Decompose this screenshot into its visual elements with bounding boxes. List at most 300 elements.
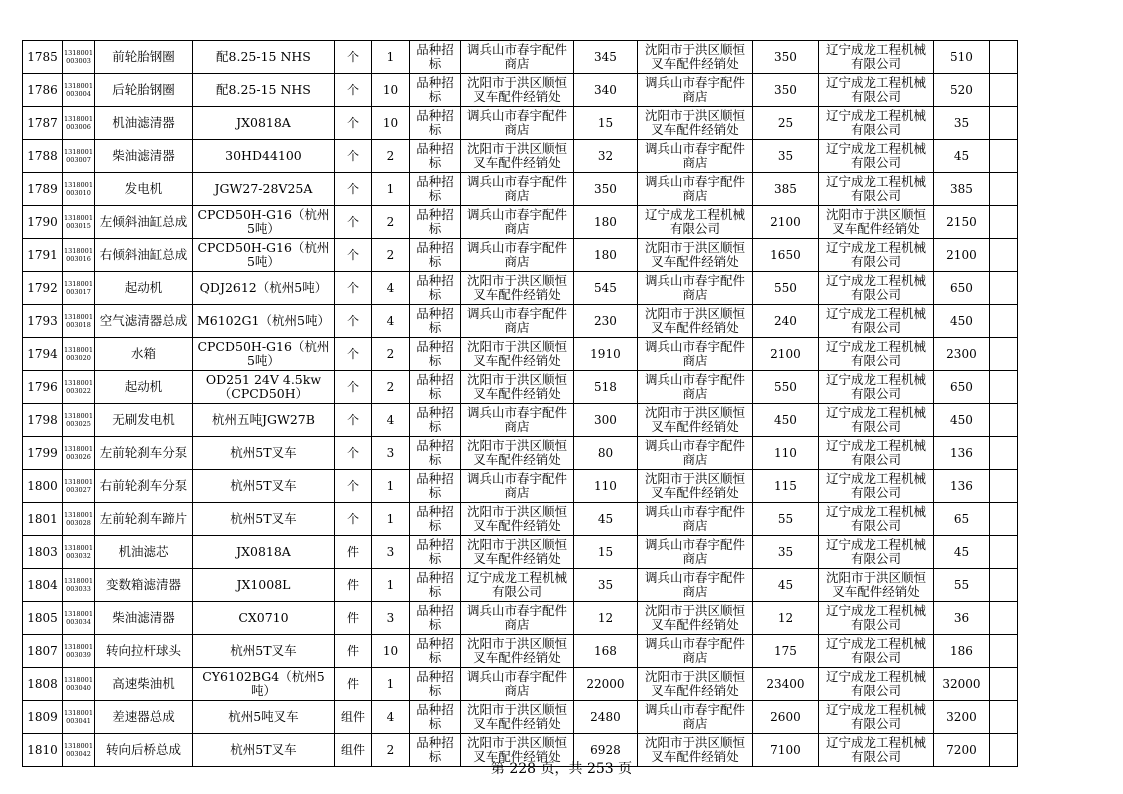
unit-cell: 组件 (334, 701, 371, 734)
part-name-cell: 无刷发电机 (94, 404, 192, 437)
part-name-cell: 水箱 (94, 338, 192, 371)
supplier-3-cell: 辽宁成龙工程机械有限公司 (818, 635, 933, 668)
unit-cell: 个 (334, 140, 371, 173)
supplier-2-cell: 沈阳市于洪区顺恒叉车配件经销处 (637, 107, 752, 140)
price-1-cell: 180 (573, 239, 637, 272)
specification-cell: JX1008L (192, 569, 334, 602)
table-row (23, 437, 1018, 470)
price-3-cell: 650 (933, 371, 989, 404)
supplier-1-cell: 调兵山市春宇配件商店 (460, 470, 573, 503)
specification-cell: 杭州5T叉车 (192, 503, 334, 536)
price-3-cell: 450 (933, 305, 989, 338)
price-2-cell: 110 (752, 437, 818, 470)
page-footer: 第 228 页，共 253 页 (490, 761, 633, 777)
unit-cell: 个 (334, 371, 371, 404)
remark-cell (989, 74, 1017, 107)
remark-cell (989, 602, 1017, 635)
specification-cell: CY6102BG4（杭州5吨） (192, 668, 334, 701)
quantity-cell: 10 (371, 107, 409, 140)
specification-cell: CPCD50H-G16（杭州5吨） (192, 206, 334, 239)
unit-cell: 个 (334, 74, 371, 107)
supplier-3-cell: 辽宁成龙工程机械有限公司 (818, 536, 933, 569)
part-name-cell: 转向拉杆球头 (94, 635, 192, 668)
supplier-3-cell: 辽宁成龙工程机械有限公司 (818, 140, 933, 173)
supplier-1-cell: 沈阳市于洪区顺恒叉车配件经销处 (460, 635, 573, 668)
supplier-2-cell: 辽宁成龙工程机械有限公司 (637, 206, 752, 239)
price-3-cell: 7200 (933, 734, 989, 767)
quantity-cell: 10 (371, 635, 409, 668)
table-body (23, 41, 1018, 767)
supplier-1-cell: 调兵山市春宇配件商店 (460, 305, 573, 338)
item-code-cell: 1318001 003017 (63, 272, 95, 305)
price-1-cell: 230 (573, 305, 637, 338)
bid-method-cell: 品种招标 (409, 404, 460, 437)
supplier-3-cell: 辽宁成龙工程机械有限公司 (818, 107, 933, 140)
row-number-cell: 1796 (23, 371, 63, 404)
supplier-2-cell: 调兵山市春宇配件商店 (637, 569, 752, 602)
row-number-cell: 1786 (23, 74, 63, 107)
supplier-1-cell: 沈阳市于洪区顺恒叉车配件经销处 (460, 536, 573, 569)
quantity-cell: 4 (371, 305, 409, 338)
part-name-cell: 机油滤清器 (94, 107, 192, 140)
bid-method-cell: 品种招标 (409, 305, 460, 338)
item-code-cell: 1318001 003026 (63, 437, 95, 470)
supplier-3-cell: 辽宁成龙工程机械有限公司 (818, 173, 933, 206)
unit-cell: 个 (334, 470, 371, 503)
price-1-cell: 1910 (573, 338, 637, 371)
supplier-3-cell: 辽宁成龙工程机械有限公司 (818, 404, 933, 437)
price-3-cell: 55 (933, 569, 989, 602)
price-2-cell: 7100 (752, 734, 818, 767)
price-3-cell: 2300 (933, 338, 989, 371)
bid-method-cell: 品种招标 (409, 107, 460, 140)
supplier-3-cell: 辽宁成龙工程机械有限公司 (818, 272, 933, 305)
remark-cell (989, 437, 1017, 470)
specification-cell: JX0818A (192, 536, 334, 569)
supplier-2-cell: 调兵山市春宇配件商店 (637, 338, 752, 371)
table-row (23, 602, 1018, 635)
bid-method-cell: 品种招标 (409, 635, 460, 668)
quantity-cell: 10 (371, 74, 409, 107)
supplier-3-cell: 辽宁成龙工程机械有限公司 (818, 74, 933, 107)
unit-cell: 件 (334, 668, 371, 701)
supplier-3-cell: 辽宁成龙工程机械有限公司 (818, 41, 933, 74)
supplier-1-cell: 沈阳市于洪区顺恒叉车配件经销处 (460, 272, 573, 305)
row-number-cell: 1804 (23, 569, 63, 602)
supplier-3-cell: 辽宁成龙工程机械有限公司 (818, 239, 933, 272)
unit-cell: 个 (334, 272, 371, 305)
remark-cell (989, 371, 1017, 404)
part-name-cell: 差速器总成 (94, 701, 192, 734)
price-3-cell: 32000 (933, 668, 989, 701)
unit-cell: 个 (334, 305, 371, 338)
price-2-cell: 115 (752, 470, 818, 503)
row-number-cell: 1810 (23, 734, 63, 767)
quantity-cell: 1 (371, 41, 409, 74)
item-code-cell: 1318001 003010 (63, 173, 95, 206)
unit-cell: 个 (334, 173, 371, 206)
supplier-1-cell: 调兵山市春宇配件商店 (460, 668, 573, 701)
remark-cell (989, 140, 1017, 173)
price-2-cell: 2100 (752, 338, 818, 371)
row-number-cell: 1788 (23, 140, 63, 173)
item-code-cell: 1318001 003025 (63, 404, 95, 437)
unit-cell: 件 (334, 635, 371, 668)
row-number-cell: 1792 (23, 272, 63, 305)
item-code-cell: 1318001 003022 (63, 371, 95, 404)
supplier-1-cell: 沈阳市于洪区顺恒叉车配件经销处 (460, 701, 573, 734)
price-1-cell: 22000 (573, 668, 637, 701)
quantity-cell: 2 (371, 140, 409, 173)
bid-method-cell: 品种招标 (409, 74, 460, 107)
item-code-cell: 1318001 003015 (63, 206, 95, 239)
unit-cell: 个 (334, 437, 371, 470)
part-name-cell: 发电机 (94, 173, 192, 206)
remark-cell (989, 503, 1017, 536)
row-number-cell: 1793 (23, 305, 63, 338)
row-number-cell: 1801 (23, 503, 63, 536)
row-number-cell: 1803 (23, 536, 63, 569)
price-2-cell: 350 (752, 74, 818, 107)
price-2-cell: 240 (752, 305, 818, 338)
price-3-cell: 36 (933, 602, 989, 635)
price-1-cell: 35 (573, 569, 637, 602)
quantity-cell: 2 (371, 206, 409, 239)
supplier-2-cell: 调兵山市春宇配件商店 (637, 173, 752, 206)
table-row (23, 701, 1018, 734)
quantity-cell: 1 (371, 668, 409, 701)
item-code-cell: 1318001 003042 (63, 734, 95, 767)
remark-cell (989, 701, 1017, 734)
quantity-cell: 2 (371, 734, 409, 767)
remark-cell (989, 536, 1017, 569)
quantity-cell: 2 (371, 371, 409, 404)
remark-cell (989, 470, 1017, 503)
bid-table (22, 40, 1018, 767)
item-code-cell: 1318001 003034 (63, 602, 95, 635)
part-name-cell: 空气滤清器总成 (94, 305, 192, 338)
part-name-cell: 右倾斜油缸总成 (94, 239, 192, 272)
supplier-2-cell: 沈阳市于洪区顺恒叉车配件经销处 (637, 305, 752, 338)
price-2-cell: 55 (752, 503, 818, 536)
part-name-cell: 起动机 (94, 272, 192, 305)
item-code-cell: 1318001 003032 (63, 536, 95, 569)
supplier-2-cell: 调兵山市春宇配件商店 (637, 701, 752, 734)
unit-cell: 个 (334, 338, 371, 371)
price-1-cell: 340 (573, 74, 637, 107)
price-2-cell: 2600 (752, 701, 818, 734)
supplier-3-cell: 辽宁成龙工程机械有限公司 (818, 602, 933, 635)
quantity-cell: 3 (371, 602, 409, 635)
row-number-cell: 1794 (23, 338, 63, 371)
price-1-cell: 80 (573, 437, 637, 470)
price-3-cell: 45 (933, 536, 989, 569)
specification-cell: 杭州5T叉车 (192, 437, 334, 470)
supplier-2-cell: 调兵山市春宇配件商店 (637, 74, 752, 107)
table-row (23, 404, 1018, 437)
specification-cell: QDJ2612（杭州5吨） (192, 272, 334, 305)
part-name-cell: 左倾斜油缸总成 (94, 206, 192, 239)
supplier-1-cell: 调兵山市春宇配件商店 (460, 602, 573, 635)
supplier-1-cell: 沈阳市于洪区顺恒叉车配件经销处 (460, 734, 573, 767)
row-number-cell: 1789 (23, 173, 63, 206)
specification-cell: M6102G1（杭州5吨） (192, 305, 334, 338)
bid-method-cell: 品种招标 (409, 569, 460, 602)
price-3-cell: 186 (933, 635, 989, 668)
bid-method-cell: 品种招标 (409, 503, 460, 536)
remark-cell (989, 206, 1017, 239)
supplier-3-cell: 沈阳市于洪区顺恒叉车配件经销处 (818, 569, 933, 602)
unit-cell: 个 (334, 206, 371, 239)
supplier-1-cell: 调兵山市春宇配件商店 (460, 41, 573, 74)
supplier-2-cell: 沈阳市于洪区顺恒叉车配件经销处 (637, 41, 752, 74)
price-3-cell: 2100 (933, 239, 989, 272)
specification-cell: 配8.25-15 NHS (192, 41, 334, 74)
unit-cell: 个 (334, 41, 371, 74)
price-1-cell: 15 (573, 107, 637, 140)
price-3-cell: 3200 (933, 701, 989, 734)
part-name-cell: 转向后桥总成 (94, 734, 192, 767)
price-1-cell: 6928 (573, 734, 637, 767)
item-code-cell: 1318001 003041 (63, 701, 95, 734)
price-3-cell: 136 (933, 437, 989, 470)
price-2-cell: 2100 (752, 206, 818, 239)
table-row (23, 470, 1018, 503)
table-row (23, 107, 1018, 140)
price-3-cell: 65 (933, 503, 989, 536)
quantity-cell: 4 (371, 404, 409, 437)
bid-method-cell: 品种招标 (409, 206, 460, 239)
price-3-cell: 510 (933, 41, 989, 74)
price-2-cell: 550 (752, 272, 818, 305)
part-name-cell: 右前轮刹车分泵 (94, 470, 192, 503)
part-name-cell: 后轮胎钢圈 (94, 74, 192, 107)
table-row (23, 536, 1018, 569)
remark-cell (989, 635, 1017, 668)
table-row (23, 503, 1018, 536)
supplier-1-cell: 调兵山市春宇配件商店 (460, 404, 573, 437)
bid-method-cell: 品种招标 (409, 272, 460, 305)
bid-method-cell: 品种招标 (409, 338, 460, 371)
price-1-cell: 110 (573, 470, 637, 503)
supplier-3-cell: 辽宁成龙工程机械有限公司 (818, 734, 933, 767)
supplier-2-cell: 沈阳市于洪区顺恒叉车配件经销处 (637, 404, 752, 437)
quantity-cell: 3 (371, 437, 409, 470)
price-1-cell: 15 (573, 536, 637, 569)
specification-cell: OD251 24V 4.5kw（CPCD50H） (192, 371, 334, 404)
bid-method-cell: 品种招标 (409, 734, 460, 767)
specification-cell: 杭州5吨叉车 (192, 701, 334, 734)
supplier-2-cell: 沈阳市于洪区顺恒叉车配件经销处 (637, 668, 752, 701)
supplier-1-cell: 沈阳市于洪区顺恒叉车配件经销处 (460, 74, 573, 107)
part-name-cell: 高速柴油机 (94, 668, 192, 701)
specification-cell: 30HD44100 (192, 140, 334, 173)
supplier-1-cell: 辽宁成龙工程机械有限公司 (460, 569, 573, 602)
specification-cell: JX0818A (192, 107, 334, 140)
table-row (23, 569, 1018, 602)
supplier-2-cell: 调兵山市春宇配件商店 (637, 635, 752, 668)
unit-cell: 组件 (334, 734, 371, 767)
part-name-cell: 柴油滤清器 (94, 602, 192, 635)
price-2-cell: 1650 (752, 239, 818, 272)
supplier-1-cell: 调兵山市春宇配件商店 (460, 239, 573, 272)
supplier-2-cell: 调兵山市春宇配件商店 (637, 140, 752, 173)
table-row (23, 272, 1018, 305)
bid-method-cell: 品种招标 (409, 536, 460, 569)
price-2-cell: 25 (752, 107, 818, 140)
price-1-cell: 350 (573, 173, 637, 206)
table-row (23, 338, 1018, 371)
price-3-cell: 385 (933, 173, 989, 206)
specification-cell: CPCD50H-G16（杭州5吨） (192, 239, 334, 272)
price-2-cell: 23400 (752, 668, 818, 701)
price-2-cell: 35 (752, 140, 818, 173)
row-number-cell: 1787 (23, 107, 63, 140)
quantity-cell: 1 (371, 503, 409, 536)
price-1-cell: 168 (573, 635, 637, 668)
supplier-1-cell: 调兵山市春宇配件商店 (460, 206, 573, 239)
price-2-cell: 45 (752, 569, 818, 602)
table-row (23, 668, 1018, 701)
unit-cell: 件 (334, 536, 371, 569)
supplier-3-cell: 辽宁成龙工程机械有限公司 (818, 701, 933, 734)
item-code-cell: 1318001 003028 (63, 503, 95, 536)
remark-cell (989, 338, 1017, 371)
supplier-3-cell: 辽宁成龙工程机械有限公司 (818, 305, 933, 338)
unit-cell: 个 (334, 503, 371, 536)
supplier-1-cell: 沈阳市于洪区顺恒叉车配件经销处 (460, 503, 573, 536)
specification-cell: 配8.25-15 NHS (192, 74, 334, 107)
unit-cell: 件 (334, 602, 371, 635)
table-row (23, 239, 1018, 272)
bid-method-cell: 品种招标 (409, 602, 460, 635)
table-row (23, 140, 1018, 173)
supplier-3-cell: 辽宁成龙工程机械有限公司 (818, 470, 933, 503)
bid-method-cell: 品种招标 (409, 437, 460, 470)
bid-method-cell: 品种招标 (409, 470, 460, 503)
supplier-3-cell: 辽宁成龙工程机械有限公司 (818, 503, 933, 536)
unit-cell: 个 (334, 107, 371, 140)
item-code-cell: 1318001 003003 (63, 41, 95, 74)
supplier-2-cell: 沈阳市于洪区顺恒叉车配件经销处 (637, 470, 752, 503)
part-name-cell: 左前轮刹车分泵 (94, 437, 192, 470)
row-number-cell: 1791 (23, 239, 63, 272)
row-number-cell: 1809 (23, 701, 63, 734)
remark-cell (989, 668, 1017, 701)
price-1-cell: 300 (573, 404, 637, 437)
supplier-3-cell: 辽宁成龙工程机械有限公司 (818, 338, 933, 371)
price-2-cell: 385 (752, 173, 818, 206)
supplier-2-cell: 调兵山市春宇配件商店 (637, 371, 752, 404)
supplier-3-cell: 辽宁成龙工程机械有限公司 (818, 371, 933, 404)
price-1-cell: 545 (573, 272, 637, 305)
price-3-cell: 520 (933, 74, 989, 107)
supplier-3-cell: 沈阳市于洪区顺恒叉车配件经销处 (818, 206, 933, 239)
price-2-cell: 12 (752, 602, 818, 635)
part-name-cell: 机油滤芯 (94, 536, 192, 569)
bid-method-cell: 品种招标 (409, 668, 460, 701)
remark-cell (989, 41, 1017, 74)
remark-cell (989, 107, 1017, 140)
item-code-cell: 1318001 003033 (63, 569, 95, 602)
item-code-cell: 1318001 003006 (63, 107, 95, 140)
supplier-1-cell: 沈阳市于洪区顺恒叉车配件经销处 (460, 338, 573, 371)
table-row (23, 173, 1018, 206)
table-row (23, 41, 1018, 74)
item-code-cell: 1318001 003020 (63, 338, 95, 371)
specification-cell: JGW27-28V25A (192, 173, 334, 206)
supplier-1-cell: 调兵山市春宇配件商店 (460, 107, 573, 140)
specification-cell: 杭州5T叉车 (192, 734, 334, 767)
specification-cell: 杭州5T叉车 (192, 635, 334, 668)
specification-cell: CX0710 (192, 602, 334, 635)
price-1-cell: 2480 (573, 701, 637, 734)
bid-method-cell: 品种招标 (409, 701, 460, 734)
quantity-cell: 2 (371, 338, 409, 371)
quantity-cell: 1 (371, 470, 409, 503)
price-2-cell: 35 (752, 536, 818, 569)
part-name-cell: 左前轮刹车蹄片 (94, 503, 192, 536)
part-name-cell: 前轮胎钢圈 (94, 41, 192, 74)
quantity-cell: 1 (371, 569, 409, 602)
item-code-cell: 1318001 003018 (63, 305, 95, 338)
remark-cell (989, 272, 1017, 305)
supplier-2-cell: 调兵山市春宇配件商店 (637, 272, 752, 305)
part-name-cell: 柴油滤清器 (94, 140, 192, 173)
supplier-1-cell: 沈阳市于洪区顺恒叉车配件经销处 (460, 371, 573, 404)
bid-method-cell: 品种招标 (409, 371, 460, 404)
price-1-cell: 345 (573, 41, 637, 74)
price-1-cell: 45 (573, 503, 637, 536)
remark-cell (989, 239, 1017, 272)
price-3-cell: 650 (933, 272, 989, 305)
price-3-cell: 450 (933, 404, 989, 437)
table-row (23, 305, 1018, 338)
supplier-2-cell: 沈阳市于洪区顺恒叉车配件经销处 (637, 239, 752, 272)
price-1-cell: 32 (573, 140, 637, 173)
price-1-cell: 180 (573, 206, 637, 239)
supplier-1-cell: 调兵山市春宇配件商店 (460, 173, 573, 206)
supplier-2-cell: 调兵山市春宇配件商店 (637, 437, 752, 470)
quantity-cell: 4 (371, 701, 409, 734)
row-number-cell: 1790 (23, 206, 63, 239)
remark-cell (989, 305, 1017, 338)
price-1-cell: 12 (573, 602, 637, 635)
row-number-cell: 1807 (23, 635, 63, 668)
part-name-cell: 变数箱滤清器 (94, 569, 192, 602)
specification-cell: 杭州五吨JGW27B (192, 404, 334, 437)
part-name-cell: 起动机 (94, 371, 192, 404)
price-2-cell: 550 (752, 371, 818, 404)
supplier-2-cell: 沈阳市于洪区顺恒叉车配件经销处 (637, 602, 752, 635)
supplier-1-cell: 沈阳市于洪区顺恒叉车配件经销处 (460, 140, 573, 173)
row-number-cell: 1808 (23, 668, 63, 701)
price-3-cell: 136 (933, 470, 989, 503)
row-number-cell: 1799 (23, 437, 63, 470)
supplier-3-cell: 辽宁成龙工程机械有限公司 (818, 668, 933, 701)
row-number-cell: 1785 (23, 41, 63, 74)
price-3-cell: 2150 (933, 206, 989, 239)
row-number-cell: 1798 (23, 404, 63, 437)
remark-cell (989, 404, 1017, 437)
price-2-cell: 175 (752, 635, 818, 668)
specification-cell: 杭州5T叉车 (192, 470, 334, 503)
price-2-cell: 350 (752, 41, 818, 74)
supplier-1-cell: 沈阳市于洪区顺恒叉车配件经销处 (460, 437, 573, 470)
remark-cell (989, 569, 1017, 602)
row-number-cell: 1805 (23, 602, 63, 635)
supplier-3-cell: 辽宁成龙工程机械有限公司 (818, 437, 933, 470)
